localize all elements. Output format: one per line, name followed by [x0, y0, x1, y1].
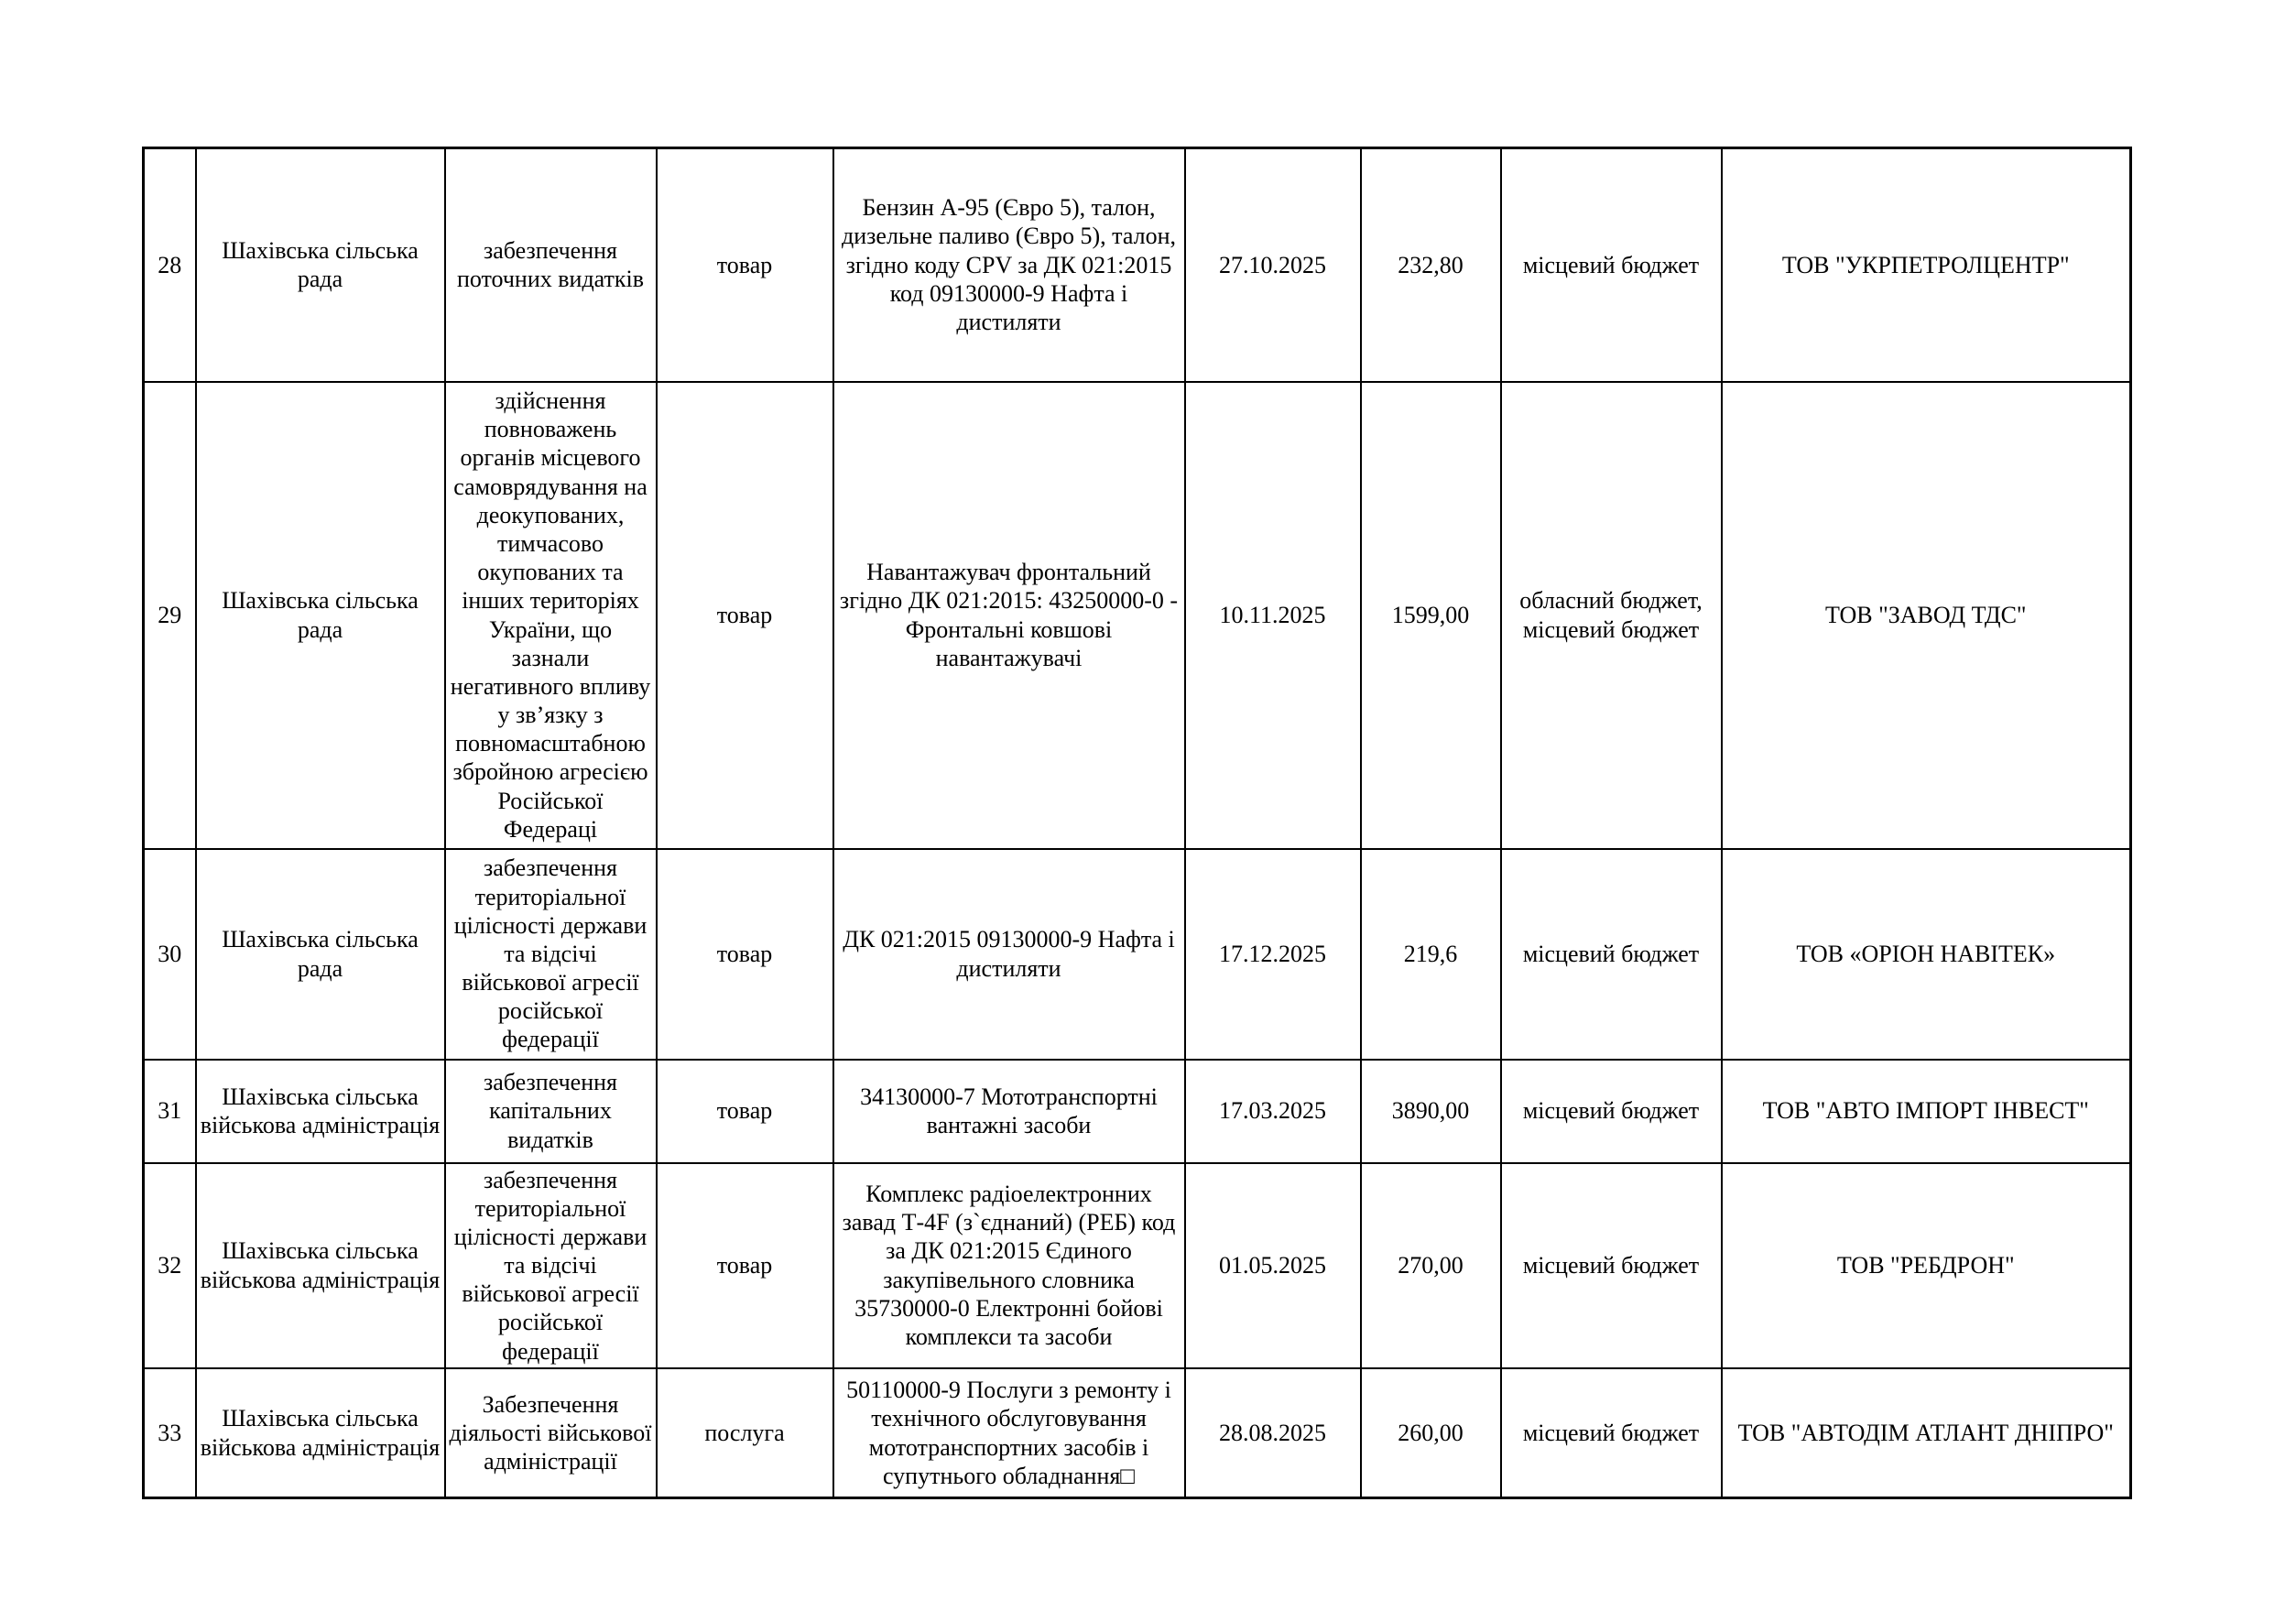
cell-purpose: забезпечення капітальних видатків [445, 1060, 657, 1163]
cell-description: Навантажувач фронтальний згідно ДК 021:2015: 43250000-0 - Фронтальні ковшові навантажувачі [833, 382, 1185, 849]
cell-purpose: здійснення повноважень органів місцевого самоврядування на деокупованих, тимчасово окупованих та інших територіях України, що зазнали негативного впливу у зв’язку з повномасштабною збройною агресією Російської Федераці [445, 382, 657, 849]
procurement-table [142, 147, 2132, 1499]
cell-budget: місцевий бюджет [1501, 849, 1722, 1060]
procurement-table-body [144, 148, 2131, 1498]
cell-description: 34130000-7 Мототранспортні вантажні засоби [833, 1060, 1185, 1163]
cell-amount: 1599,00 [1361, 382, 1501, 849]
cell-budget: обласний бюджет, місцевий бюджет [1501, 382, 1722, 849]
table-row [144, 1368, 2131, 1498]
cell-budget: місцевий бюджет [1501, 148, 1722, 382]
cell-num: 30 [144, 849, 196, 1060]
table-row [144, 1163, 2131, 1368]
cell-supplier: ТОВ «ОРІОН НАВІТЕК» [1722, 849, 2131, 1060]
table-row [144, 148, 2131, 382]
cell-date: 10.11.2025 [1185, 382, 1361, 849]
cell-org: Шахівська сільська рада [196, 382, 445, 849]
cell-type: товар [657, 382, 833, 849]
table-row [144, 849, 2131, 1060]
cell-num: 31 [144, 1060, 196, 1163]
cell-budget: місцевий бюджет [1501, 1368, 1722, 1498]
table-row [144, 1060, 2131, 1163]
cell-org: Шахівська сільська військова адміністрація [196, 1060, 445, 1163]
cell-org: Шахівська сільська військова адміністрація [196, 1163, 445, 1368]
cell-date: 17.03.2025 [1185, 1060, 1361, 1163]
cell-supplier: ТОВ "РЕБДРОН" [1722, 1163, 2131, 1368]
cell-amount: 260,00 [1361, 1368, 1501, 1498]
cell-amount: 232,80 [1361, 148, 1501, 382]
cell-supplier: ТОВ "ЗАВОД ТДС" [1722, 382, 2131, 849]
cell-description: ДК 021:2015 09130000-9 Нафта і дистиляти [833, 849, 1185, 1060]
cell-amount: 219,6 [1361, 849, 1501, 1060]
cell-type: товар [657, 1163, 833, 1368]
cell-supplier: ТОВ "АВТО ІМПОРТ ІНВЕСТ" [1722, 1060, 2131, 1163]
cell-type: товар [657, 148, 833, 382]
cell-org: Шахівська сільська рада [196, 849, 445, 1060]
cell-budget: місцевий бюджет [1501, 1163, 1722, 1368]
cell-date: 27.10.2025 [1185, 148, 1361, 382]
cell-supplier: ТОВ "УКРПЕТРОЛЦЕНТР" [1722, 148, 2131, 382]
cell-purpose: забезпечення територіальної цілісності держави та відсічі військової агресії російської федерації [445, 1163, 657, 1368]
cell-purpose: забезпечення територіальної цілісності держави та відсічі військової агресії російської федерації [445, 849, 657, 1060]
cell-budget: місцевий бюджет [1501, 1060, 1722, 1163]
cell-date: 01.05.2025 [1185, 1163, 1361, 1368]
cell-supplier: ТОВ "АВТОДІМ АТЛАНТ ДНІПРО" [1722, 1368, 2131, 1498]
cell-purpose: Забезпечення діяльості військової адміністрації [445, 1368, 657, 1498]
cell-org: Шахівська сільська рада [196, 148, 445, 382]
cell-num: 29 [144, 382, 196, 849]
cell-description: Бензин А-95 (Євро 5), талон, дизельне паливо (Євро 5), талон, згідно коду CPV за ДК 021:2015 код 09130000-9 Нафта і дистиляти [833, 148, 1185, 382]
cell-org: Шахівська сільська військова адміністрація [196, 1368, 445, 1498]
cell-description: 50110000-9 Послуги з ремонту і технічного обслуговування мототранспортних засобів і супутнього обладнання□ [833, 1368, 1185, 1498]
cell-num: 28 [144, 148, 196, 382]
cell-type: послуга [657, 1368, 833, 1498]
cell-type: товар [657, 849, 833, 1060]
cell-type: товар [657, 1060, 833, 1163]
cell-date: 28.08.2025 [1185, 1368, 1361, 1498]
cell-num: 32 [144, 1163, 196, 1368]
cell-purpose: забезпечення поточних видатків [445, 148, 657, 382]
table-row [144, 382, 2131, 849]
cell-amount: 3890,00 [1361, 1060, 1501, 1163]
cell-amount: 270,00 [1361, 1163, 1501, 1368]
cell-description: Комплекс радіоелектронних завад Т-4F (з`єднаний) (РЕБ) код за ДК 021:2015 Єдиного закупівельного словника 35730000-0 Електронні бойові комплекси та засоби [833, 1163, 1185, 1368]
cell-date: 17.12.2025 [1185, 849, 1361, 1060]
cell-num: 33 [144, 1368, 196, 1498]
